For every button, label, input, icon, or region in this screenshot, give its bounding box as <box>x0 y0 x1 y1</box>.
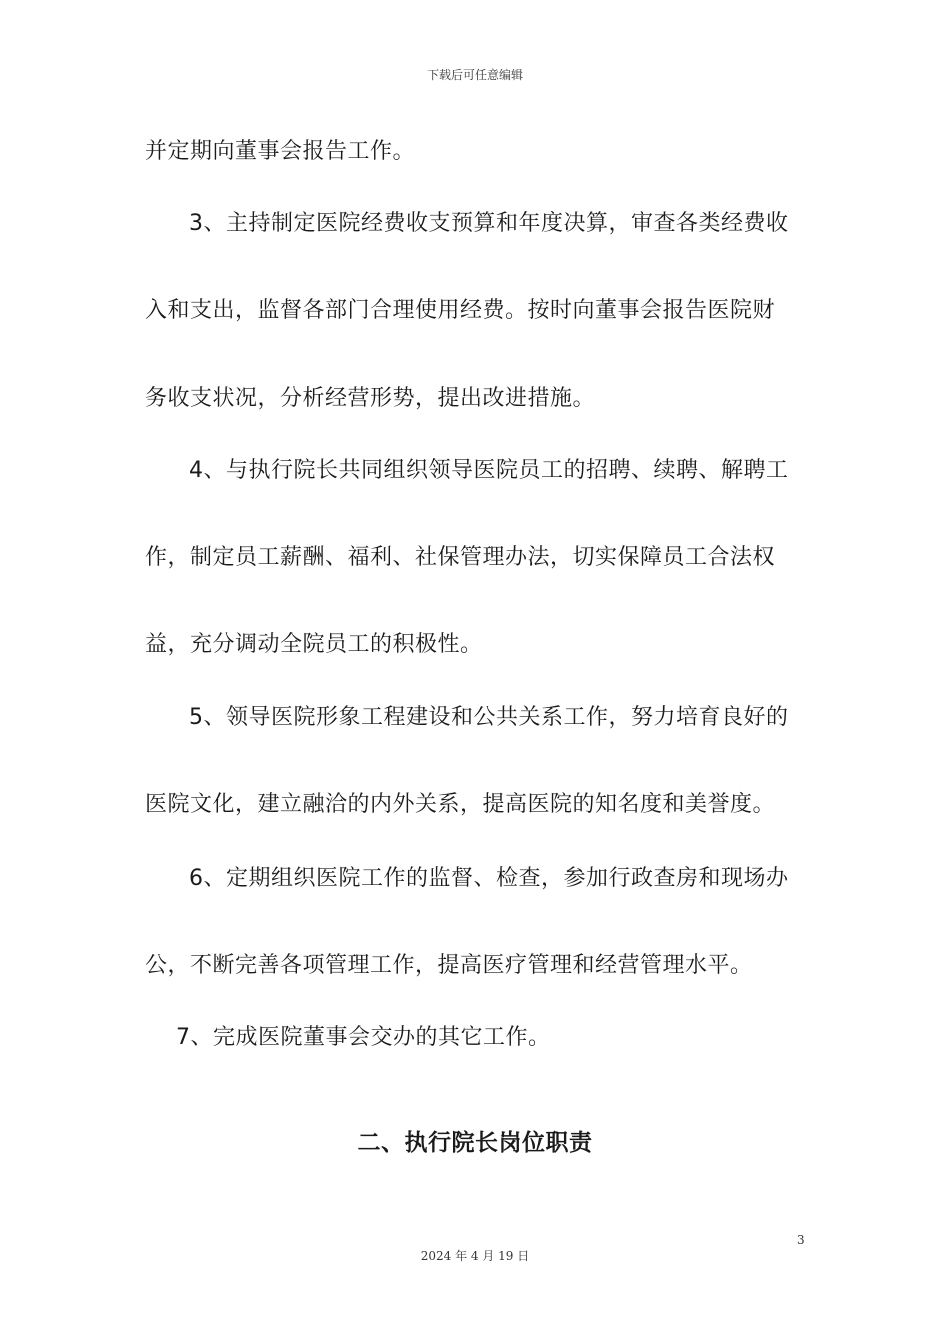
header-note: 下载后可任意编辑 <box>426 68 523 82</box>
paragraph-line: 5、领导医院形象工程建设和公共关系工作，努力培育良好的 <box>189 705 789 730</box>
paragraph-line: 益，充分调动全院员工的积极性。 <box>145 632 483 657</box>
page-number: 3 <box>797 1233 805 1247</box>
paragraph-line: 入和支出，监督各部门合理使用经费。按时向董事会报告医院财 <box>145 298 776 323</box>
paragraph-line: 务收支状况，分析经营形势，提出改进措施。 <box>145 386 596 411</box>
paragraph-line: 7、完成医院董事会交办的其它工作。 <box>176 1025 551 1050</box>
section-title: 二、执行院长岗位职责 <box>357 1130 593 1156</box>
paragraph-line: 6、定期组织医院工作的监督、检查，参加行政查房和现场办 <box>189 866 789 891</box>
paragraph-line: 公，不断完善各项管理工作，提高医疗管理和经营管理水平。 <box>145 953 753 978</box>
paragraph-line: 医院文化，建立融洽的内外关系，提高医院的知名度和美誉度。 <box>145 792 776 817</box>
paragraph-line: 作，制定员工薪酬、福利、社保管理办法，切实保障员工合法权 <box>145 545 776 570</box>
paragraph-line: 4、与执行院长共同组织领导医院员工的招聘、续聘、解聘工 <box>189 458 789 483</box>
paragraph-line: 3、主持制定医院经费收支预算和年度决算，审查各类经费收 <box>189 211 789 236</box>
paragraph-line: 并定期向董事会报告工作。 <box>145 139 416 164</box>
footer-date: 2024 年 4 月 19 日 <box>420 1249 530 1263</box>
